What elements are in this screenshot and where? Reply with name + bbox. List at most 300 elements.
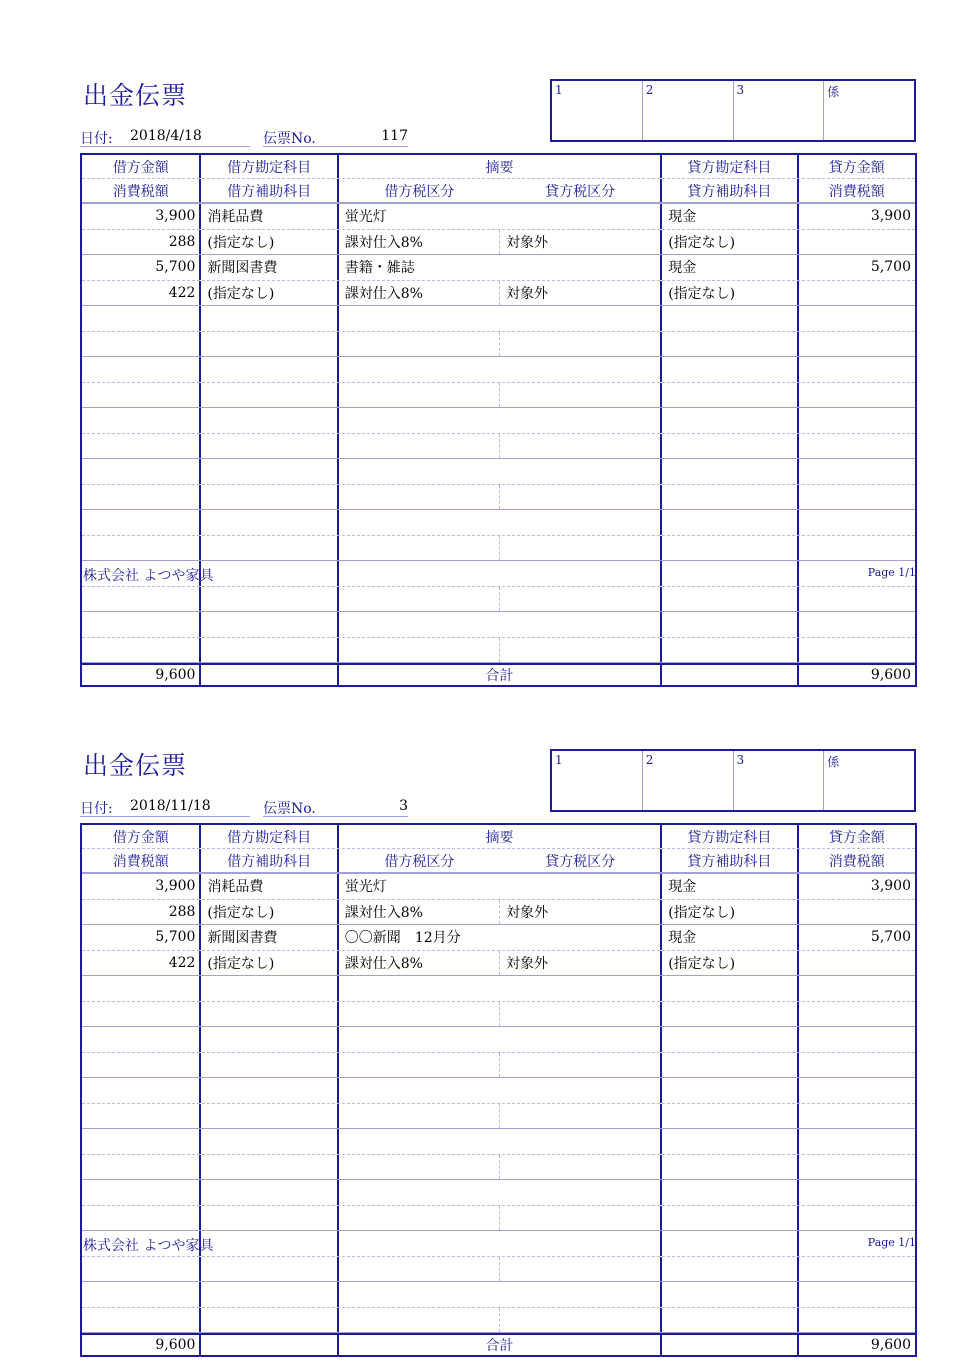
- credit-tax-class-cell[interactable]: [500, 1257, 662, 1282]
- credit-amount-cell[interactable]: [799, 510, 915, 535]
- debit-tax-class-cell[interactable]: 課対仕入8%: [339, 951, 500, 976]
- debit-account-cell[interactable]: [201, 1282, 338, 1307]
- debit-account-cell[interactable]: 新聞図書費: [201, 255, 338, 280]
- entry-row-bottom: [82, 332, 915, 358]
- header-cell: 貸方金額: [828, 159, 885, 176]
- debit-tax-cell[interactable]: [82, 332, 201, 357]
- credit-account-cell[interactable]: [662, 408, 798, 433]
- date-value: 2018/4/18: [130, 128, 202, 144]
- debit-tax-cell[interactable]: [82, 1308, 201, 1333]
- entry-row-top: [82, 1282, 915, 1308]
- debit-tax-cell[interactable]: [82, 638, 201, 663]
- credit-sub-account-cell[interactable]: [662, 587, 798, 612]
- debit-account-cell[interactable]: 消耗品費: [201, 204, 338, 229]
- memo-cell[interactable]: 〇〇新聞 12月分: [339, 925, 662, 950]
- slip-no-label: 伝票No.: [263, 131, 316, 147]
- credit-amount-cell[interactable]: [799, 1129, 915, 1154]
- entry-row-bottom: [82, 383, 915, 409]
- memo-cell[interactable]: [339, 612, 662, 637]
- credit-amount-cell[interactable]: [799, 976, 915, 1001]
- debit-tax-cell[interactable]: [82, 1206, 201, 1231]
- credit-account-cell[interactable]: [662, 459, 798, 484]
- debit-tax-class-cell[interactable]: [339, 332, 500, 357]
- debit-amount-cell[interactable]: [82, 510, 201, 535]
- debit-amount-cell[interactable]: 5,700: [82, 925, 201, 950]
- credit-account-cell[interactable]: [662, 1180, 798, 1205]
- debit-amount-cell[interactable]: [82, 1180, 201, 1205]
- entry: [82, 306, 915, 357]
- memo-cell[interactable]: [339, 561, 662, 586]
- header-cell: 借方勘定科目: [201, 825, 338, 848]
- memo-cell[interactable]: [339, 1027, 662, 1052]
- debit-account-cell[interactable]: [201, 408, 338, 433]
- debit-amount-cell[interactable]: [82, 357, 201, 382]
- header-cell: 貸方金額: [828, 829, 885, 846]
- debit-tax-cell[interactable]: [82, 383, 201, 408]
- credit-sub-account-cell[interactable]: (指定なし): [662, 230, 798, 255]
- credit-account-cell[interactable]: [662, 306, 798, 331]
- approval-cell[interactable]: 係: [823, 751, 914, 810]
- approval-cell[interactable]: 3: [733, 81, 824, 140]
- debit-account-cell[interactable]: [201, 612, 338, 637]
- debit-account-cell[interactable]: [201, 561, 338, 586]
- header-cell: 消費税額: [828, 853, 885, 870]
- debit-tax-class-cell[interactable]: [339, 1053, 500, 1078]
- credit-account-cell[interactable]: 現金: [662, 874, 798, 899]
- slip-table: [80, 823, 917, 1357]
- debit-tax-class-cell[interactable]: [339, 1308, 500, 1333]
- entry: [82, 1282, 915, 1333]
- entry-row-top: [82, 1129, 915, 1155]
- credit-tax-cell[interactable]: [799, 383, 915, 408]
- credit-sub-account-cell[interactable]: [662, 536, 798, 561]
- debit-tax-cell[interactable]: 422: [82, 951, 201, 976]
- debit-account-cell[interactable]: [201, 976, 338, 1001]
- memo-cell[interactable]: [339, 1231, 662, 1256]
- debit-sub-account-cell[interactable]: [201, 485, 338, 510]
- debit-tax-cell[interactable]: 288: [82, 900, 201, 925]
- debit-amount-cell[interactable]: [82, 1282, 201, 1307]
- entry-row-bottom: [82, 1053, 915, 1079]
- debit-tax-cell[interactable]: 422: [82, 281, 201, 306]
- debit-sub-account-cell[interactable]: (指定なし): [201, 281, 338, 306]
- entry-row-top: [82, 976, 915, 1002]
- header-cell: 摘要: [339, 825, 662, 848]
- credit-sub-account-cell[interactable]: [662, 1053, 798, 1078]
- approval-cell[interactable]: 3: [733, 751, 824, 810]
- entry-row-top: [82, 408, 915, 434]
- approval-box: [550, 79, 916, 142]
- credit-sub-account-cell[interactable]: [662, 1308, 798, 1333]
- debit-sub-account-cell[interactable]: [201, 1206, 338, 1231]
- entry-row-top: [82, 204, 915, 230]
- debit-sub-account-cell[interactable]: [201, 1308, 338, 1333]
- date-label: 日付:: [80, 801, 113, 817]
- credit-tax-cell[interactable]: [799, 536, 915, 561]
- debit-account-cell[interactable]: [201, 357, 338, 382]
- debit-amount-cell[interactable]: [82, 459, 201, 484]
- debit-sub-account-cell[interactable]: (指定なし): [201, 951, 338, 976]
- total-spacer: [201, 1335, 338, 1355]
- entry: [82, 408, 915, 459]
- credit-sub-account-cell[interactable]: [662, 1104, 798, 1129]
- credit-tax-class-cell[interactable]: [500, 485, 662, 510]
- debit-sub-account-cell[interactable]: [201, 587, 338, 612]
- entry: [82, 1129, 915, 1180]
- credit-tax-class-cell[interactable]: 対象外: [500, 900, 662, 925]
- debit-tax-class-cell[interactable]: [339, 485, 500, 510]
- credit-amount-cell[interactable]: [799, 408, 915, 433]
- debit-tax-class-cell[interactable]: [339, 1104, 500, 1129]
- credit-tax-cell[interactable]: [799, 434, 915, 459]
- debit-tax-cell[interactable]: [82, 1002, 201, 1027]
- credit-tax-cell[interactable]: [799, 1053, 915, 1078]
- debit-account-cell[interactable]: [201, 1078, 338, 1103]
- debit-sub-account-cell[interactable]: [201, 1053, 338, 1078]
- debit-sub-account-cell[interactable]: [201, 638, 338, 663]
- entry: [82, 357, 915, 408]
- header-row: [82, 155, 915, 179]
- entry-row-bottom: [82, 230, 915, 256]
- memo-cell[interactable]: [339, 976, 662, 1001]
- header-cell: 借方税区分: [384, 853, 455, 870]
- debit-amount-cell[interactable]: [82, 976, 201, 1001]
- memo-cell[interactable]: [339, 459, 662, 484]
- entry-row-bottom: [82, 1002, 915, 1028]
- debit-tax-cell[interactable]: [82, 1155, 201, 1180]
- credit-tax-class-cell[interactable]: [500, 587, 662, 612]
- page-number: Page 1/1: [867, 566, 916, 579]
- debit-account-cell[interactable]: 消耗品費: [201, 874, 338, 899]
- debit-tax-class-cell[interactable]: [339, 1257, 500, 1282]
- credit-tax-cell[interactable]: [799, 1257, 915, 1282]
- credit-tax-cell[interactable]: [799, 638, 915, 663]
- debit-sub-account-cell[interactable]: [201, 536, 338, 561]
- credit-tax-class-cell[interactable]: [500, 332, 662, 357]
- debit-tax-class-cell[interactable]: [339, 1155, 500, 1180]
- memo-cell[interactable]: [339, 510, 662, 535]
- approval-cell[interactable]: 1: [555, 83, 563, 97]
- credit-amount-cell[interactable]: [799, 306, 915, 331]
- header-cell: 貸方勘定科目: [662, 825, 798, 848]
- debit-amount-cell[interactable]: 3,900: [82, 204, 201, 229]
- debit-sub-account-cell[interactable]: [201, 332, 338, 357]
- total-label: 合計: [339, 1335, 662, 1355]
- credit-sub-account-cell[interactable]: (指定なし): [662, 281, 798, 306]
- memo-cell[interactable]: 書籍・雑誌: [339, 255, 662, 280]
- credit-tax-cell[interactable]: [799, 951, 915, 976]
- entry-row-bottom: [82, 1104, 915, 1130]
- credit-account-cell[interactable]: [662, 1027, 798, 1052]
- approval-cell[interactable]: 1: [555, 753, 563, 767]
- entry-row-bottom: [82, 951, 915, 977]
- entry-row-top: [82, 357, 915, 383]
- credit-tax-class-cell[interactable]: [500, 1308, 662, 1333]
- credit-sub-account-cell[interactable]: [662, 434, 798, 459]
- entry-row-top: [82, 459, 915, 485]
- total-spacer: [662, 1335, 798, 1355]
- header-cell: 摘要: [339, 155, 662, 178]
- credit-account-cell[interactable]: 現金: [662, 255, 798, 280]
- debit-tax-class-cell[interactable]: [339, 587, 500, 612]
- memo-cell[interactable]: [339, 1129, 662, 1154]
- debit-sub-account-cell[interactable]: [201, 1155, 338, 1180]
- debit-account-cell[interactable]: [201, 1129, 338, 1154]
- credit-amount-cell[interactable]: 5,700: [870, 259, 912, 276]
- slip-title: 出金伝票: [83, 81, 188, 110]
- header-cell: 消費税額: [82, 849, 201, 872]
- memo-cell[interactable]: 蛍光灯: [339, 874, 662, 899]
- credit-account-cell[interactable]: 現金: [662, 925, 798, 950]
- entry: [82, 874, 915, 925]
- credit-tax-class-cell[interactable]: 対象外: [500, 951, 662, 976]
- credit-tax-class-cell[interactable]: 対象外: [500, 281, 662, 306]
- debit-tax-class-cell[interactable]: [339, 383, 500, 408]
- slip-title: 出金伝票: [83, 751, 188, 780]
- credit-tax-class-cell[interactable]: [500, 1104, 662, 1129]
- credit-total: 9,600: [870, 1337, 911, 1353]
- credit-tax-class-cell[interactable]: [500, 383, 662, 408]
- debit-amount-cell[interactable]: [82, 1078, 201, 1103]
- credit-tax-cell[interactable]: [799, 1104, 915, 1129]
- credit-sub-account-cell[interactable]: (指定なし): [662, 900, 798, 925]
- debit-amount-cell[interactable]: [82, 1027, 201, 1052]
- credit-account-cell[interactable]: 現金: [662, 204, 798, 229]
- debit-tax-class-cell[interactable]: [339, 638, 500, 663]
- credit-sub-account-cell[interactable]: [662, 1002, 798, 1027]
- header-cell: 貸方補助科目: [662, 849, 798, 872]
- credit-tax-class-cell[interactable]: 対象外: [500, 230, 662, 255]
- approval-cell[interactable]: 2: [642, 751, 733, 810]
- entry-row-top: [82, 255, 915, 281]
- payment-slip: [0, 670, 965, 1354]
- debit-account-cell[interactable]: [201, 1231, 338, 1256]
- debit-account-cell[interactable]: [201, 459, 338, 484]
- total-label: 合計: [339, 665, 662, 685]
- credit-amount-cell[interactable]: [799, 1027, 915, 1052]
- date-value: 2018/11/18: [130, 798, 211, 814]
- debit-tax-cell[interactable]: [82, 587, 201, 612]
- debit-amount-cell[interactable]: 3,900: [82, 874, 201, 899]
- header-cell: 借方補助科目: [201, 849, 338, 872]
- debit-tax-cell[interactable]: [82, 1053, 201, 1078]
- credit-amount-cell[interactable]: [799, 357, 915, 382]
- debit-tax-cell[interactable]: [82, 434, 201, 459]
- entry-row-top: [82, 612, 915, 638]
- credit-tax-cell[interactable]: [799, 1002, 915, 1027]
- credit-amount-cell[interactable]: [799, 459, 915, 484]
- entry-row-bottom: [82, 434, 915, 460]
- debit-amount-cell[interactable]: [82, 408, 201, 433]
- entry: [82, 204, 915, 255]
- approval-cell[interactable]: 係: [823, 81, 914, 140]
- credit-account-cell[interactable]: [662, 976, 798, 1001]
- date-underline: [80, 146, 250, 147]
- slip-no-value: 3: [399, 798, 408, 814]
- memo-cell[interactable]: [339, 1078, 662, 1103]
- slip-no-label: 伝票No.: [263, 801, 316, 817]
- entry-row-bottom: [82, 638, 915, 664]
- credit-account-cell[interactable]: [662, 1282, 798, 1307]
- credit-tax-cell[interactable]: [799, 1155, 915, 1180]
- credit-sub-account-cell[interactable]: [662, 383, 798, 408]
- header-cell: 貸方税区分: [500, 849, 662, 872]
- credit-sub-account-cell[interactable]: [662, 638, 798, 663]
- credit-tax-class-cell[interactable]: [500, 1155, 662, 1180]
- credit-sub-account-cell[interactable]: [662, 1206, 798, 1231]
- entry: [82, 976, 915, 1027]
- credit-tax-class-cell[interactable]: [500, 1053, 662, 1078]
- debit-sub-account-cell[interactable]: [201, 1104, 338, 1129]
- date-underline: [80, 816, 250, 817]
- entry-row-top: [82, 925, 915, 951]
- credit-amount-cell[interactable]: [799, 612, 915, 637]
- credit-tax-cell[interactable]: [799, 281, 915, 306]
- entry-rows: [82, 874, 915, 1333]
- debit-total: 9,600: [82, 665, 201, 685]
- entry: [82, 459, 915, 510]
- debit-account-cell[interactable]: [201, 306, 338, 331]
- entry: [82, 1027, 915, 1078]
- debit-sub-account-cell[interactable]: [201, 1257, 338, 1282]
- memo-cell[interactable]: [339, 357, 662, 382]
- entry-row-top: [82, 1180, 915, 1206]
- credit-sub-account-cell[interactable]: [662, 485, 798, 510]
- credit-amount-cell[interactable]: 3,900: [870, 208, 912, 225]
- credit-tax-class-cell[interactable]: [500, 434, 662, 459]
- credit-sub-account-cell[interactable]: [662, 1257, 798, 1282]
- slip-table: [80, 153, 917, 687]
- credit-sub-account-cell[interactable]: [662, 332, 798, 357]
- debit-account-cell[interactable]: 新聞図書費: [201, 925, 338, 950]
- company-name: 株式会社 よつや家具: [83, 1238, 214, 1254]
- debit-tax-cell[interactable]: 288: [82, 230, 201, 255]
- credit-account-cell[interactable]: [662, 1129, 798, 1154]
- entry: [82, 255, 915, 306]
- entry-row-bottom: [82, 1308, 915, 1334]
- page-number: Page 1/1: [867, 1236, 916, 1249]
- credit-total: 9,600: [870, 667, 911, 683]
- entry-row-bottom: [82, 536, 915, 562]
- memo-cell[interactable]: 蛍光灯: [339, 204, 662, 229]
- debit-total: 9,600: [82, 1335, 201, 1355]
- debit-tax-cell[interactable]: [82, 1257, 201, 1282]
- memo-cell[interactable]: [339, 1180, 662, 1205]
- credit-tax-cell[interactable]: [799, 1206, 915, 1231]
- credit-tax-cell[interactable]: [799, 332, 915, 357]
- debit-amount-cell[interactable]: 5,700: [82, 255, 201, 280]
- debit-tax-class-cell[interactable]: [339, 1206, 500, 1231]
- credit-amount-cell[interactable]: 5,700: [870, 929, 912, 946]
- credit-tax-class-cell[interactable]: [500, 1206, 662, 1231]
- header-cell: 貸方勘定科目: [662, 155, 798, 178]
- credit-tax-class-cell[interactable]: [500, 536, 662, 561]
- entry-row-bottom: [82, 1155, 915, 1181]
- credit-sub-account-cell[interactable]: (指定なし): [662, 951, 798, 976]
- debit-tax-class-cell[interactable]: 課対仕入8%: [339, 230, 500, 255]
- entry: [82, 1180, 915, 1231]
- header-cell: 消費税額: [82, 179, 201, 202]
- debit-tax-cell[interactable]: [82, 1104, 201, 1129]
- debit-sub-account-cell[interactable]: [201, 383, 338, 408]
- approval-cell[interactable]: 2: [642, 81, 733, 140]
- credit-tax-cell[interactable]: [799, 230, 915, 255]
- header-cell: 借方勘定科目: [201, 155, 338, 178]
- entry: [82, 612, 915, 663]
- debit-tax-class-cell[interactable]: [339, 1002, 500, 1027]
- credit-amount-cell[interactable]: 3,900: [870, 878, 912, 895]
- credit-tax-cell[interactable]: [799, 1308, 915, 1333]
- debit-sub-account-cell[interactable]: (指定なし): [201, 230, 338, 255]
- debit-account-cell[interactable]: [201, 1180, 338, 1205]
- credit-account-cell[interactable]: [662, 561, 798, 586]
- header-row: [82, 849, 915, 874]
- debit-amount-cell[interactable]: [82, 612, 201, 637]
- credit-tax-cell[interactable]: [799, 900, 915, 925]
- entry-row-bottom: [82, 485, 915, 511]
- credit-account-cell[interactable]: [662, 612, 798, 637]
- debit-account-cell[interactable]: [201, 1027, 338, 1052]
- header-cell: 貸方補助科目: [662, 179, 798, 202]
- header-row: [82, 825, 915, 849]
- credit-amount-cell[interactable]: [799, 1078, 915, 1103]
- entry-row-bottom: [82, 900, 915, 926]
- entry-row-bottom: [82, 1257, 915, 1283]
- date-label: 日付:: [80, 131, 113, 147]
- header-row: [82, 179, 915, 204]
- entry-rows: [82, 204, 915, 663]
- entry-row-bottom: [82, 281, 915, 307]
- credit-amount-cell[interactable]: [799, 1282, 915, 1307]
- memo-cell[interactable]: [339, 1282, 662, 1307]
- credit-tax-cell[interactable]: [799, 587, 915, 612]
- debit-sub-account-cell[interactable]: [201, 434, 338, 459]
- slip-no-value: 117: [381, 128, 408, 144]
- memo-cell[interactable]: [339, 306, 662, 331]
- debit-tax-class-cell[interactable]: [339, 434, 500, 459]
- header-cell: 借方補助科目: [201, 179, 338, 202]
- credit-account-cell[interactable]: [662, 1078, 798, 1103]
- entry-row-top: [82, 510, 915, 536]
- debit-tax-class-cell[interactable]: [339, 536, 500, 561]
- credit-account-cell[interactable]: [662, 357, 798, 382]
- credit-tax-cell[interactable]: [799, 485, 915, 510]
- debit-tax-class-cell[interactable]: 課対仕入8%: [339, 900, 500, 925]
- entry-row-top: [82, 874, 915, 900]
- credit-account-cell[interactable]: [662, 1231, 798, 1256]
- credit-sub-account-cell[interactable]: [662, 1155, 798, 1180]
- debit-tax-cell[interactable]: [82, 536, 201, 561]
- company-name: 株式会社 よつや家具: [83, 568, 214, 584]
- total-row: [82, 1333, 915, 1355]
- debit-sub-account-cell[interactable]: (指定なし): [201, 900, 338, 925]
- debit-account-cell[interactable]: [201, 510, 338, 535]
- entry-row-top: [82, 1078, 915, 1104]
- credit-account-cell[interactable]: [662, 510, 798, 535]
- memo-cell[interactable]: [339, 408, 662, 433]
- debit-amount-cell[interactable]: [82, 1129, 201, 1154]
- debit-sub-account-cell[interactable]: [201, 1002, 338, 1027]
- debit-tax-cell[interactable]: [82, 485, 201, 510]
- header-cell: 消費税額: [828, 183, 885, 200]
- debit-amount-cell[interactable]: [82, 306, 201, 331]
- header-cell: 借方金額: [82, 825, 201, 848]
- credit-amount-cell[interactable]: [799, 1180, 915, 1205]
- credit-tax-class-cell[interactable]: [500, 638, 662, 663]
- entry-row-bottom: [82, 587, 915, 613]
- credit-tax-class-cell[interactable]: [500, 1002, 662, 1027]
- debit-tax-class-cell[interactable]: 課対仕入8%: [339, 281, 500, 306]
